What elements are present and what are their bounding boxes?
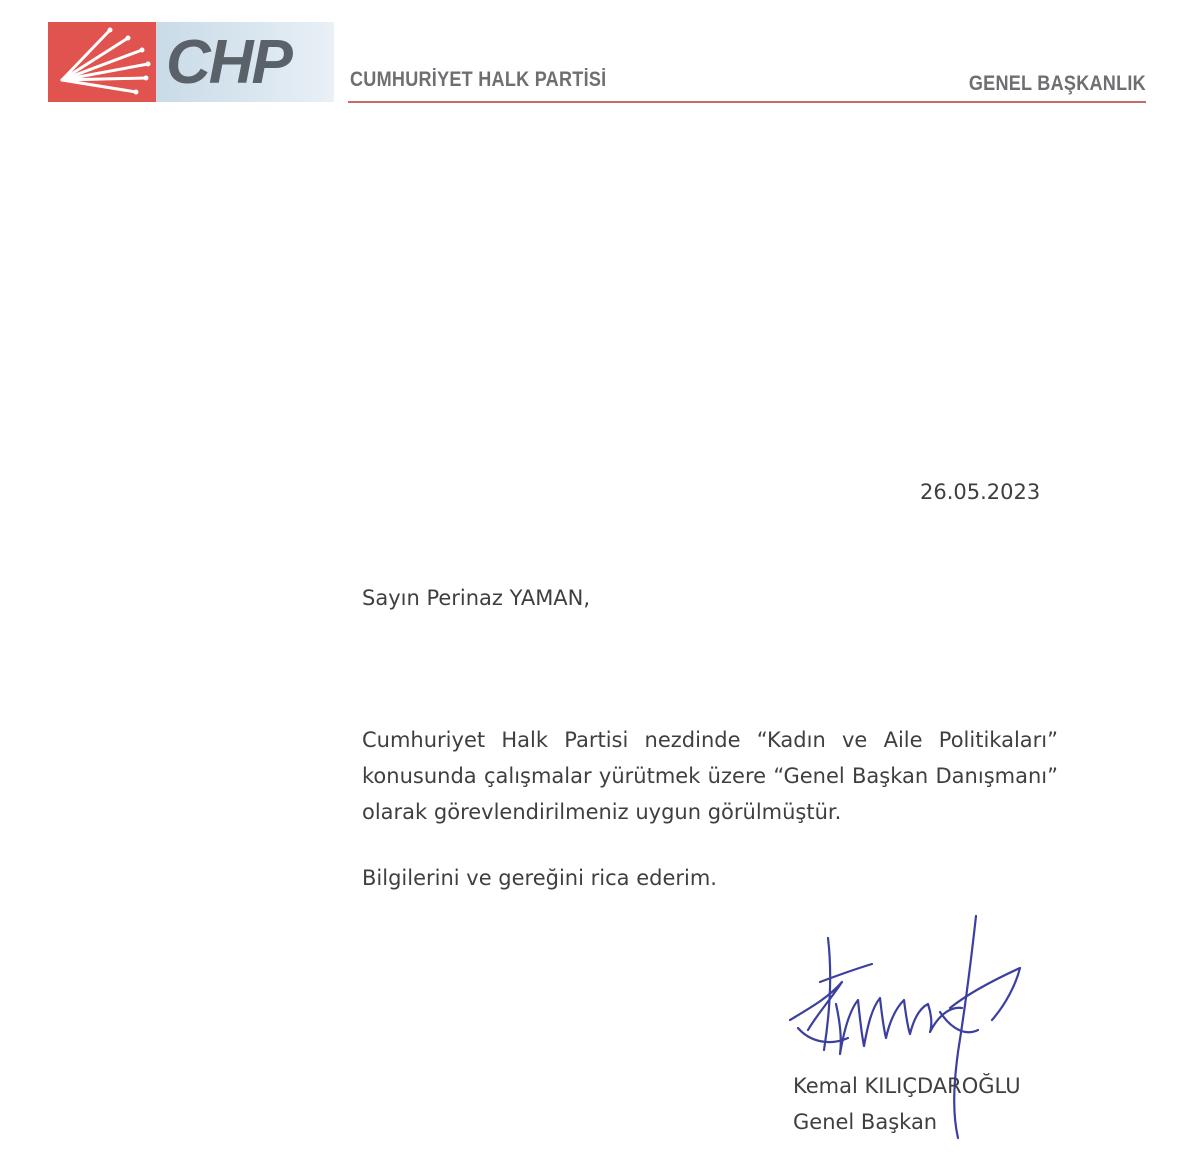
office-name: GENEL BAŞKANLIK xyxy=(968,72,1146,95)
salutation: Sayın Perinaz YAMAN, xyxy=(362,586,591,610)
chp-logo xyxy=(48,22,334,102)
handwritten-signature xyxy=(780,912,1030,1142)
logo-wordmark: CHP xyxy=(166,28,291,97)
party-name: CUMHURİYET HALK PARTİSİ xyxy=(350,68,607,91)
header-rule xyxy=(348,101,1146,103)
signatory-name: Kemal KILIÇDAROĞLU xyxy=(793,1074,1021,1098)
letter-body: Cumhuriyet Halk Partisi nezdinde “Kadın ve Aile Politikaları” konusunda çalışmalar yürütmek üzere “Genel Başkan Danışmanı” olarak görevlendirilmeniz uygun görülmüştür. xyxy=(362,728,1058,824)
letterhead xyxy=(0,0,1200,120)
letter-date: 26.05.2023 xyxy=(920,480,1041,504)
signatory-title: Genel Başkan xyxy=(793,1110,938,1134)
six-arrows-emblem xyxy=(48,22,156,102)
closing-line: Bilgilerini ve gereğini rica ederim. xyxy=(362,866,717,890)
